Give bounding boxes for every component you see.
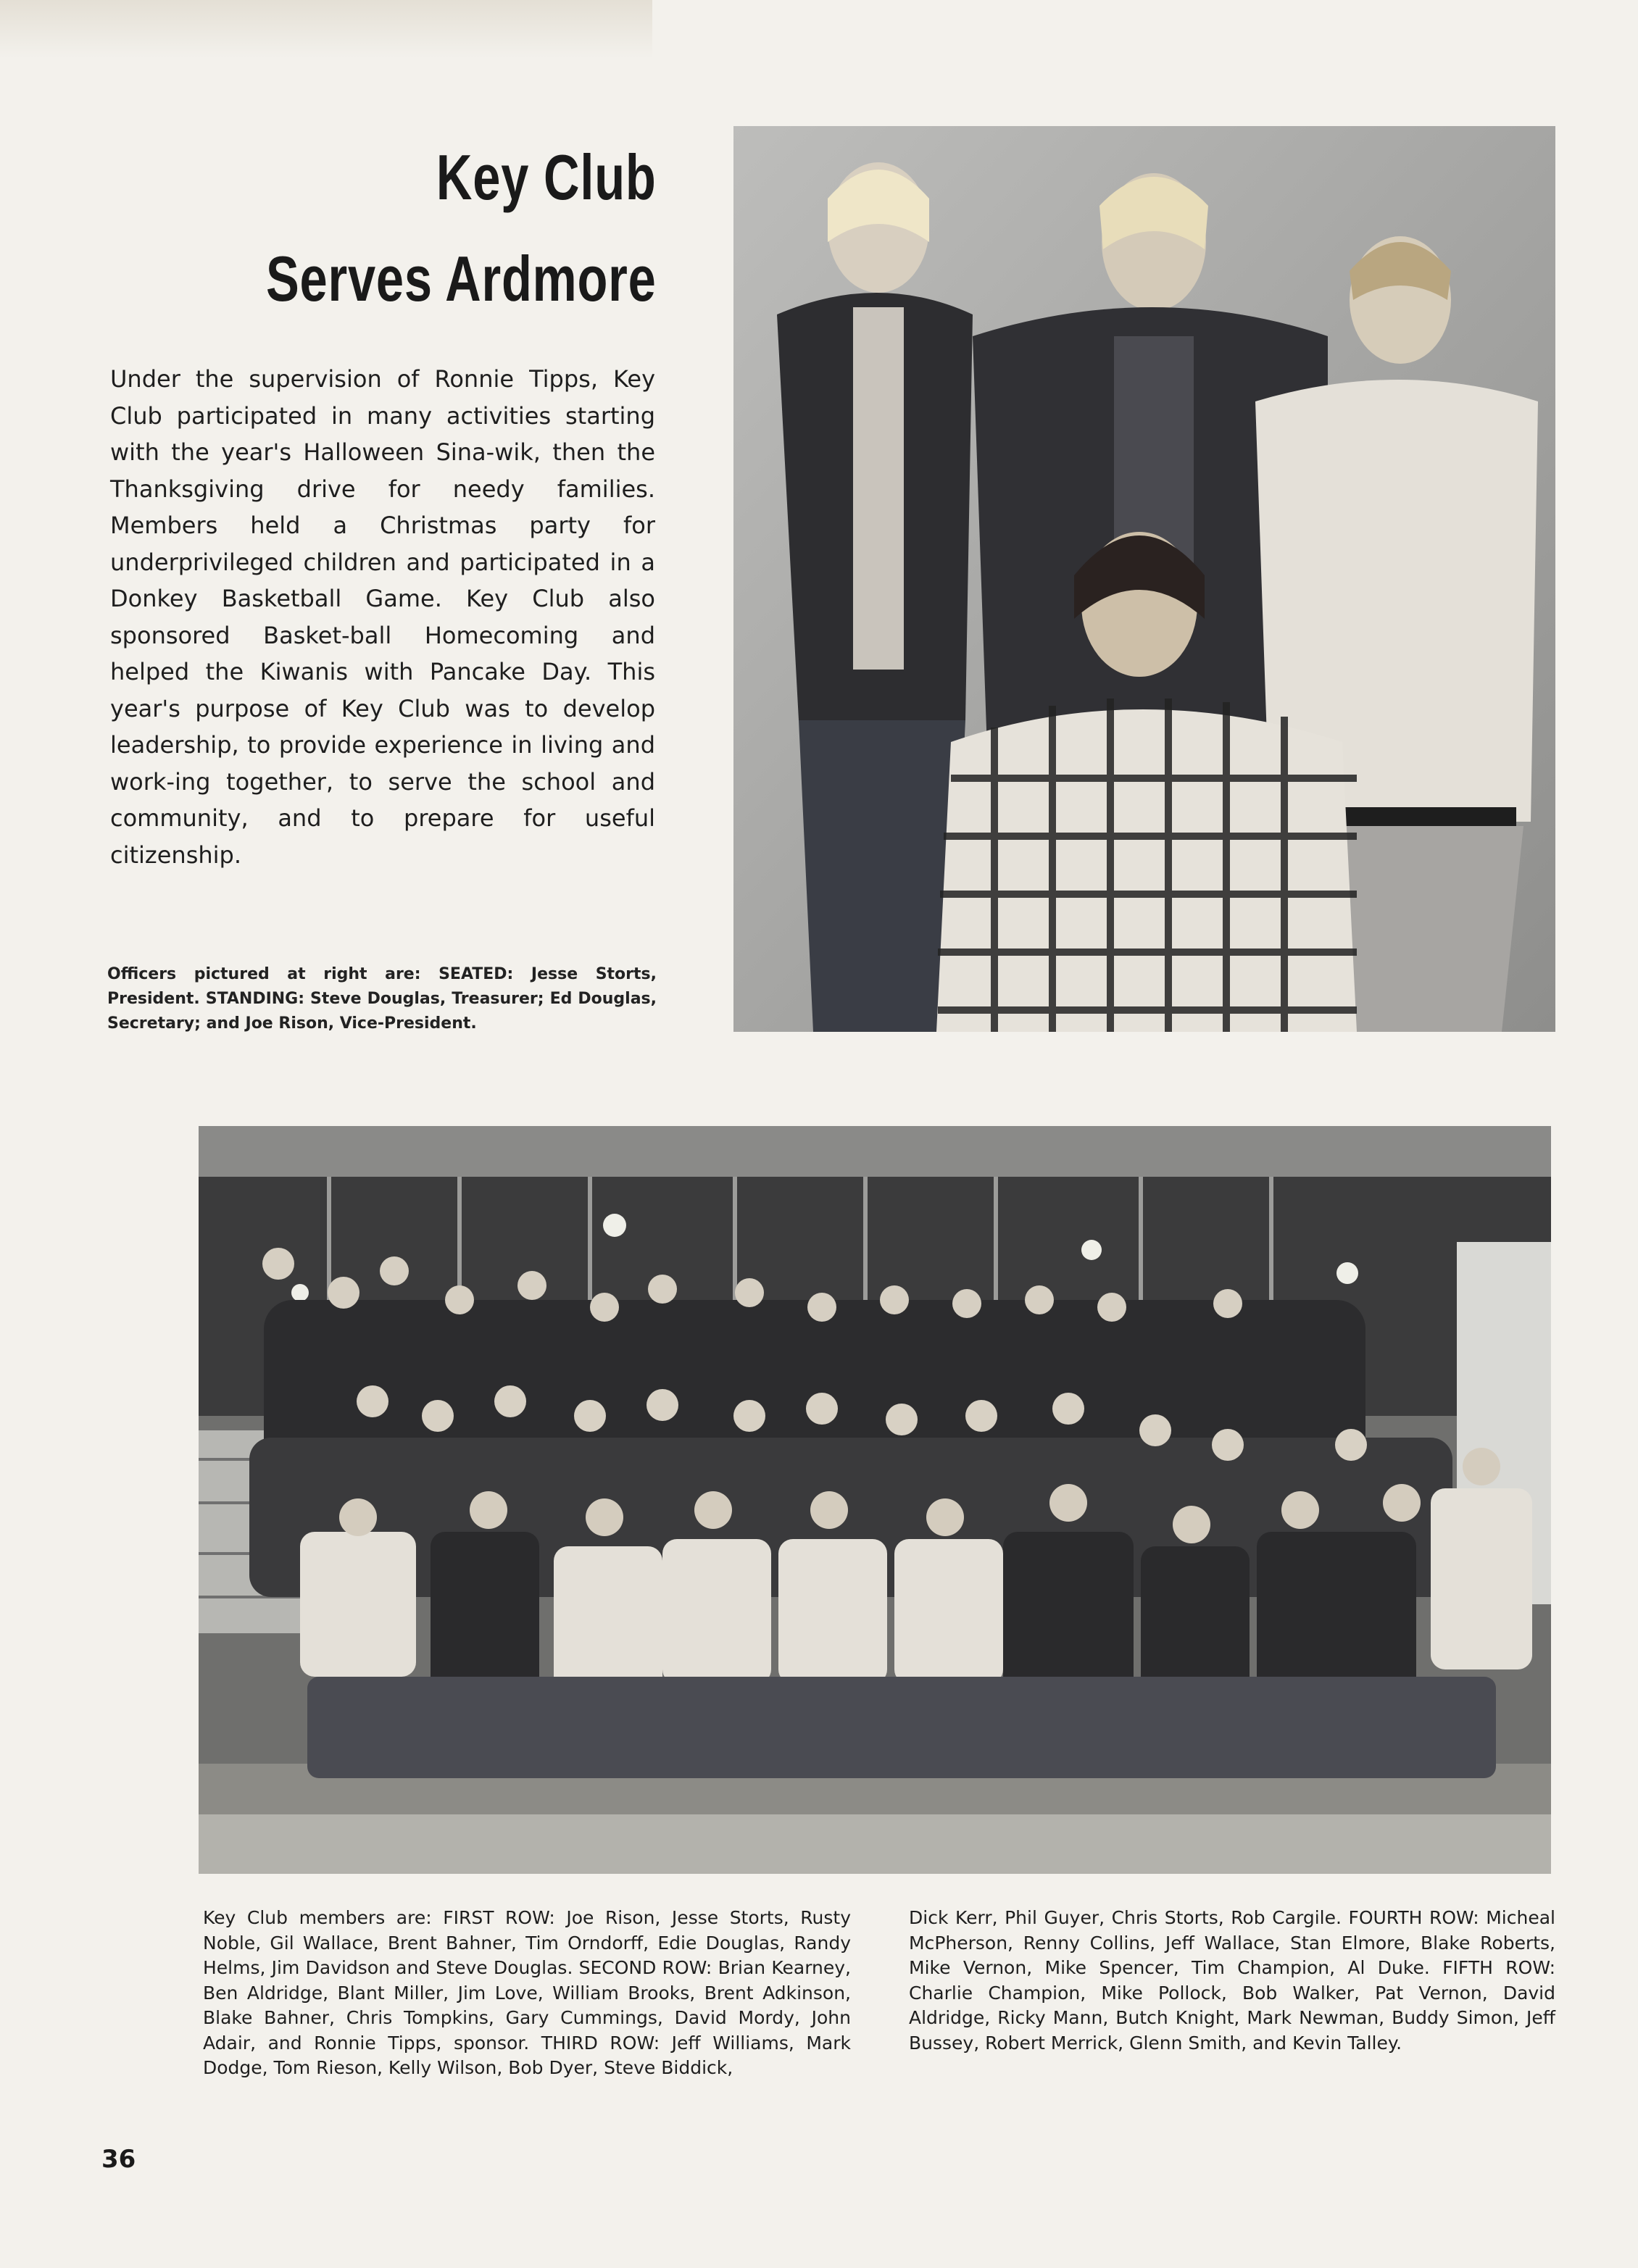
- title-line-1: Key Club: [436, 141, 657, 213]
- group-photo-art: [199, 1126, 1551, 1874]
- members-caption-column-1: Key Club members are: FIRST ROW: Joe Rison, Jesse Storts, Rusty Noble, Gil Wallace, Brent Bahner, Tim Orndorff, Edie Douglas, Randy Helms, Jim Davidson and Steve Douglas. SECOND ROW: Brian Kearney, Ben Aldridge, Blant Miller, Jim Love, William Brooks, Brent Adkinson, Blake Bahner, Chris Tompkins, Gary Cummings, David Mordy, John Adair, and Ronnie Tipps, sponsor. THIRD ROW: Jeff Williams, Mark Dodge, Tom Rieson, Kelly Wilson, Bob Dyer, Steve Biddick,: [203, 1907, 851, 2078]
- officers-photo: [733, 126, 1555, 1032]
- officers-caption: Officers pictured at right are: SEATED: Jesse Storts, President. STANDING: Steve Douglas, Treasurer; Ed Douglas, Secretary; and Joe Rison, Vice-President.: [107, 965, 657, 1033]
- title-line-2: Serves Ardmore: [266, 243, 657, 314]
- page-number: 36: [101, 2145, 136, 2174]
- page-stain: [0, 0, 652, 58]
- officers-photo-art: [733, 126, 1555, 1032]
- intro-paragraph: Under the supervision of Ronnie Tipps, Key Club participated in many activities starting with the year's Halloween Sina-wik, then the Thanksgiving drive for needy families. Members held a Christmas party for underprivileged children and participated in a Donkey Basketball Game. Key Club also sponsored Basket-ball Homecoming and helped the Kiwanis with Pancake Day. This year's purpose of Key Club was to develop leadership, to provide experience in living and work-ing together, to serve the school and community, and to prepare for useful citizenship.: [110, 365, 655, 869]
- members-group-photo: [199, 1126, 1551, 1874]
- page-title: [266, 127, 657, 330]
- members-caption-column-2: Dick Kerr, Phil Guyer, Chris Storts, Rob Cargile. FOURTH ROW: Micheal McPherson, Renny Collins, Jeff Wallace, Stan Elmore, Blake Roberts, Mike Vernon, Mike Spencer, Tim Champion, Al Duke. FIFTH ROW: Charlie Champion, Mike Pollock, Bob Walker, Pat Vernon, David Aldridge, Ricky Mann, Butch Knight, Mark Newman, Buddy Simon, Jeff Bussey, Robert Merrick, Glenn Smith, and Kevin Talley.: [909, 1907, 1555, 2054]
